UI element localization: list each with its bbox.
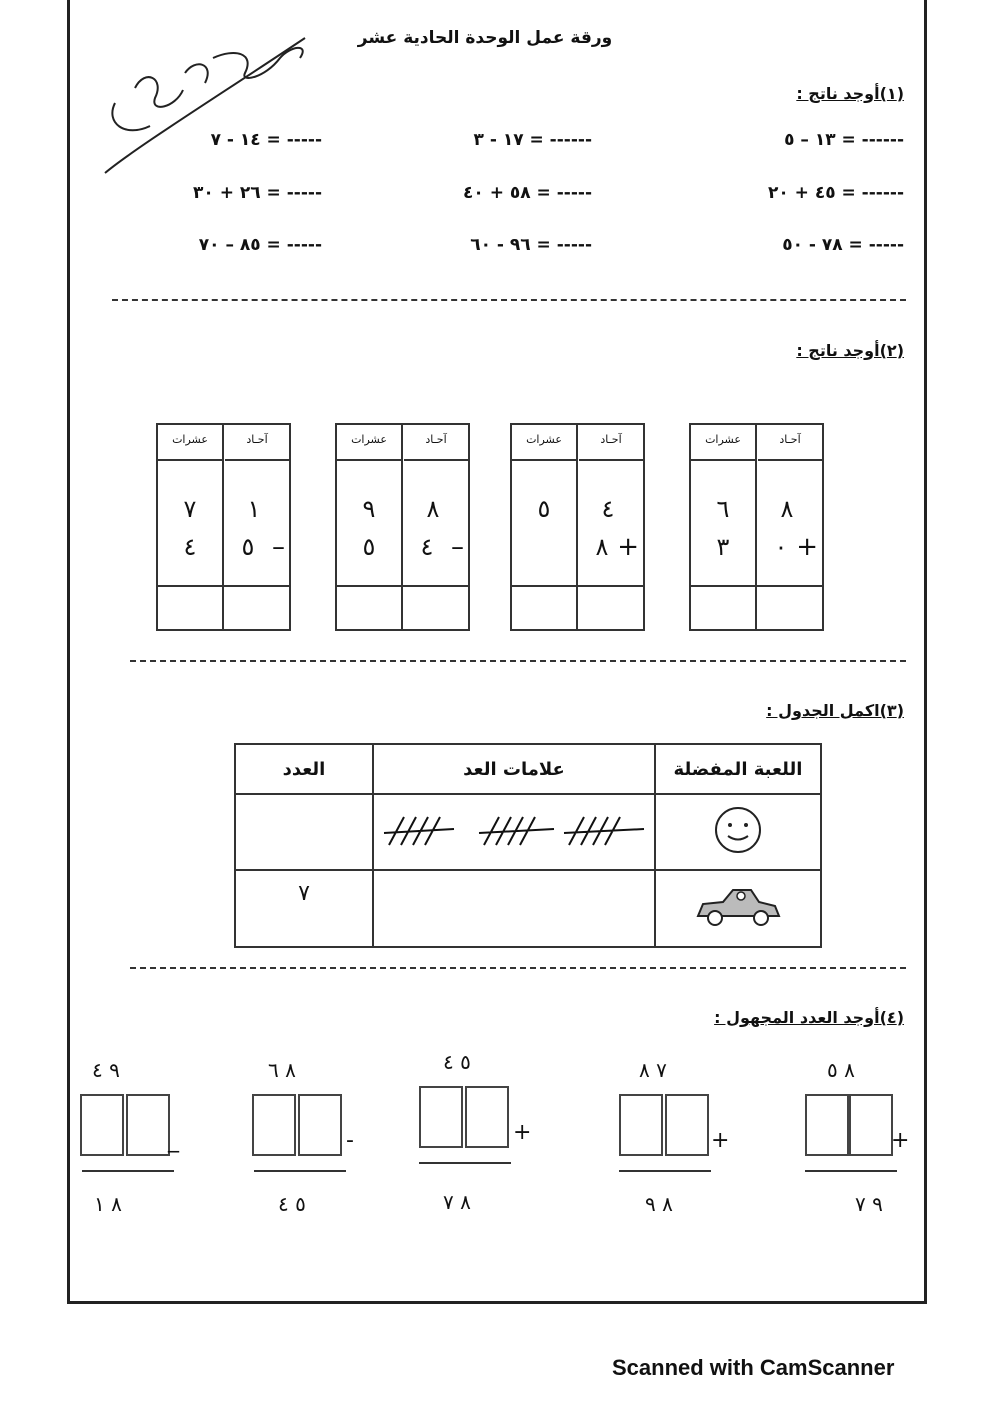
result-number: ٨ ١ <box>94 1192 122 1216</box>
divider <box>130 660 906 662</box>
game-cell <box>655 794 821 870</box>
digit: ٤ <box>601 495 615 523</box>
equation-3-3: ٨٥ – ٧٠ = ----- <box>198 235 322 255</box>
section3-heading: (٣)اكمل الجدول : <box>766 701 904 720</box>
smiley-face-icon <box>708 805 768 855</box>
equation-2-1: ٤٥ + ٢٠ = ------ <box>767 183 904 203</box>
ones-header: آحـاد <box>404 425 468 461</box>
answer-box[interactable] <box>805 1094 849 1156</box>
tens-header: عشرات <box>691 425 755 461</box>
result-number: ٥ ٤ <box>278 1192 306 1216</box>
equation-3-1: ٧٨ - ٥٠ = ----- <box>782 235 904 255</box>
handwritten-signature <box>95 28 315 178</box>
answer-box[interactable] <box>619 1094 663 1156</box>
operator: - <box>346 1128 354 1153</box>
game-cell <box>655 870 821 947</box>
count-cell <box>235 794 373 870</box>
worksheet-title: ورقة عمل الوحدة الحادية عشر <box>357 28 613 48</box>
result-number: ٨ ٩ <box>645 1192 673 1216</box>
digit: ٨ <box>426 495 440 523</box>
equation-1-1: ١٣ – ٥ = ------ <box>784 130 904 150</box>
answer-box[interactable] <box>849 1094 893 1156</box>
operator: + <box>513 1120 532 1145</box>
section4-heading: (٤)أوجد العدد المجهول : <box>714 1008 904 1027</box>
section1-heading: (١)أوجد ناتج : <box>796 84 904 103</box>
answer-box[interactable] <box>419 1086 463 1148</box>
section2-heading: (٢)أوجد ناتج : <box>796 341 904 360</box>
answer-box[interactable] <box>665 1094 709 1156</box>
answer-box[interactable] <box>126 1094 170 1156</box>
tens-header: عشرات <box>512 425 576 461</box>
top-number: ٥ ٤ <box>443 1050 471 1074</box>
equation-1-3: ١٤ - ٧ = ----- <box>210 130 322 150</box>
top-number: ٨ ٥ <box>827 1058 855 1082</box>
digit: ٤ <box>420 533 434 561</box>
digit: ٨ <box>595 533 609 561</box>
digit: ٠ <box>774 533 788 561</box>
digit: ٧ <box>183 495 197 523</box>
equation-2-3: ٢٦ + ٣٠ = ----- <box>193 183 322 203</box>
result-number: ٩ ٧ <box>855 1192 883 1216</box>
ones-header: آحـاد <box>225 425 289 461</box>
answer-box[interactable] <box>465 1086 509 1148</box>
digit: ١ <box>247 495 261 523</box>
scanner-footer: Scanned with CamScanner <box>612 1355 895 1380</box>
digit: ٨ <box>780 495 794 523</box>
operator: _ <box>168 1128 179 1153</box>
count-column-header: العدد <box>235 744 373 794</box>
result-number: ٨ ٧ <box>443 1190 471 1214</box>
operator: + <box>891 1128 910 1153</box>
digit: ٥ <box>241 533 255 561</box>
divider <box>130 967 906 969</box>
game-column-header: اللعبة المفضلة <box>655 744 821 794</box>
operator: – <box>451 532 464 562</box>
place-value-table-4 <box>156 423 291 631</box>
place-value-table-3 <box>335 423 470 631</box>
count-cell: ٧ <box>235 870 373 947</box>
toy-car-icon <box>693 882 783 932</box>
digit: ٦ <box>716 495 730 523</box>
digit: ٥ <box>537 495 551 523</box>
digit: ٩ <box>362 495 376 523</box>
answer-box[interactable] <box>298 1094 342 1156</box>
equation-3-2: ٩٦ - ٦٠ = ----- <box>470 235 592 255</box>
digit: ٤ <box>183 533 197 561</box>
answer-box[interactable] <box>252 1094 296 1156</box>
divider <box>112 299 906 301</box>
operator: + <box>711 1128 730 1153</box>
tally-marks <box>379 805 649 855</box>
operator: – <box>272 532 285 562</box>
ones-header: آحـاد <box>579 425 643 461</box>
operator: + <box>617 532 639 562</box>
digit: ٣ <box>716 533 730 561</box>
digit: ٥ <box>362 533 376 561</box>
equation-2-2: ٥٨ + ٤٠ = ----- <box>463 183 592 203</box>
tally-column-header: علامات العد <box>373 744 655 794</box>
place-value-table-1 <box>689 423 824 631</box>
answer-box[interactable] <box>80 1094 124 1156</box>
tally-table <box>234 743 822 948</box>
top-number: ٨ ٦ <box>268 1058 296 1082</box>
equation-1-2: ١٧ - ٣ = ------ <box>473 130 592 150</box>
tally-cell <box>373 794 655 870</box>
top-number: ٧ ٨ <box>639 1058 667 1082</box>
tens-header: عشرات <box>337 425 401 461</box>
tally-cell <box>373 870 655 947</box>
top-number: ٩ ٤ <box>92 1058 120 1082</box>
tens-header: عشرات <box>158 425 222 461</box>
ones-header: آحـاد <box>758 425 822 461</box>
place-value-table-2 <box>510 423 645 631</box>
operator: + <box>796 532 818 562</box>
